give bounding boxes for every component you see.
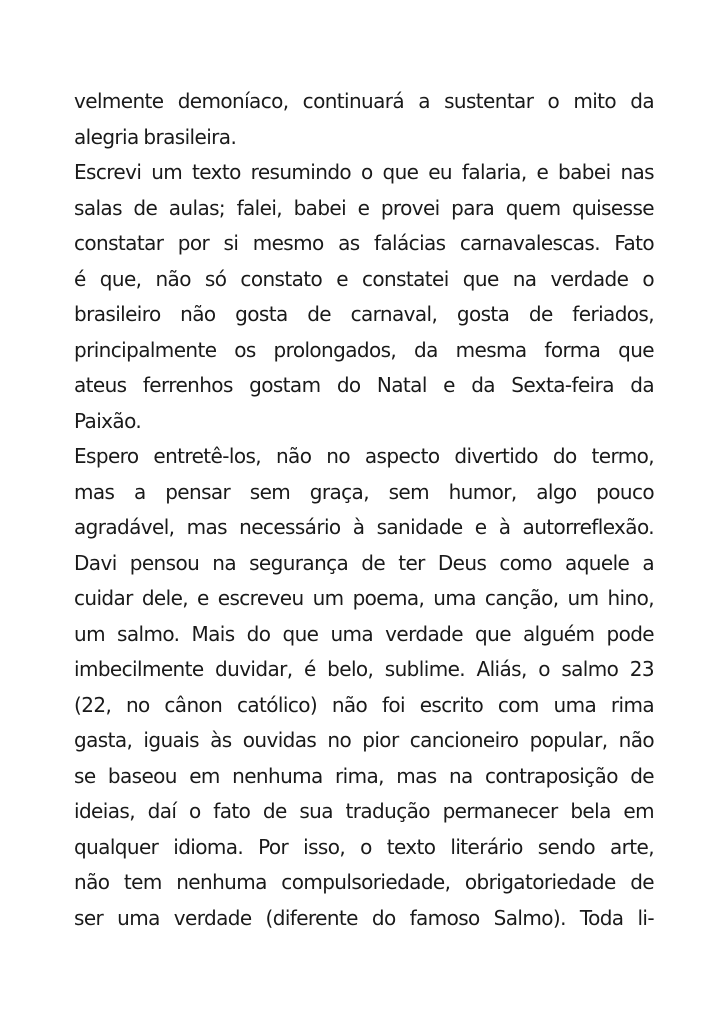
text-line: Davi pensou na segurança de ter Deus como aquele a (74, 550, 654, 575)
text-line: agradável, mas necessário à sanidade e à autorreflexão. (74, 515, 654, 539)
text-line: principalmente os prolongados, da mesma forma que (74, 337, 654, 362)
text-line: constatar por si mesmo as falácias carnavalescas. Fato (74, 231, 654, 255)
text-line: não tem nenhuma compulsoriedade, obrigatoriedade de (74, 870, 654, 894)
text-line: gasta, iguais às ouvidas no pior cancioneiro popular, não (74, 728, 654, 752)
text-line: salas de aulas; falei, babei e provei para quem quisesse (74, 195, 654, 220)
text-line: brasileiro não gosta de carnaval, gosta de feriados, (74, 302, 654, 326)
text-line: imbecilmente duvidar, é belo, sublime. Aliás, o salmo 23 (74, 657, 654, 681)
text-line: Paixão. (74, 408, 142, 433)
text-line: é que, não só constato e constatei que na verdade o (74, 266, 654, 291)
text-line: Escrevi um texto resumindo o que eu falaria, e babei nas (74, 160, 654, 184)
body-text (74, 84, 654, 936)
text-line: se baseou em nenhuma rima, mas na contraposição de (74, 763, 654, 788)
text-line: um salmo. Mais do que uma verdade que alguém pode (74, 621, 654, 646)
text-line: Espero entretê-los, não no aspecto divertido do termo, (74, 444, 654, 468)
text-line: velmente demoníaco, continuará a sustentar o mito da (74, 89, 654, 113)
text-line: (22, no cânon católico) não foi escrito com uma rima (74, 692, 654, 717)
text-line: ser uma verdade (diferente do famoso Salmo). Toda li- (74, 905, 654, 930)
text-line: alegria brasileira. (74, 124, 237, 149)
text-line: qualquer idioma. Por isso, o texto literário sendo arte, (74, 834, 654, 859)
text-line: cuidar dele, e escreveu um poema, uma canção, um hino, (74, 586, 654, 610)
text-line: ateus ferrenhos gostam do Natal e da Sexta-feira da (74, 373, 654, 397)
text-line: mas a pensar sem graça, sem humor, algo pouco (74, 479, 654, 504)
text-line: ideias, daí o fato de sua tradução permanecer bela em (74, 799, 654, 823)
